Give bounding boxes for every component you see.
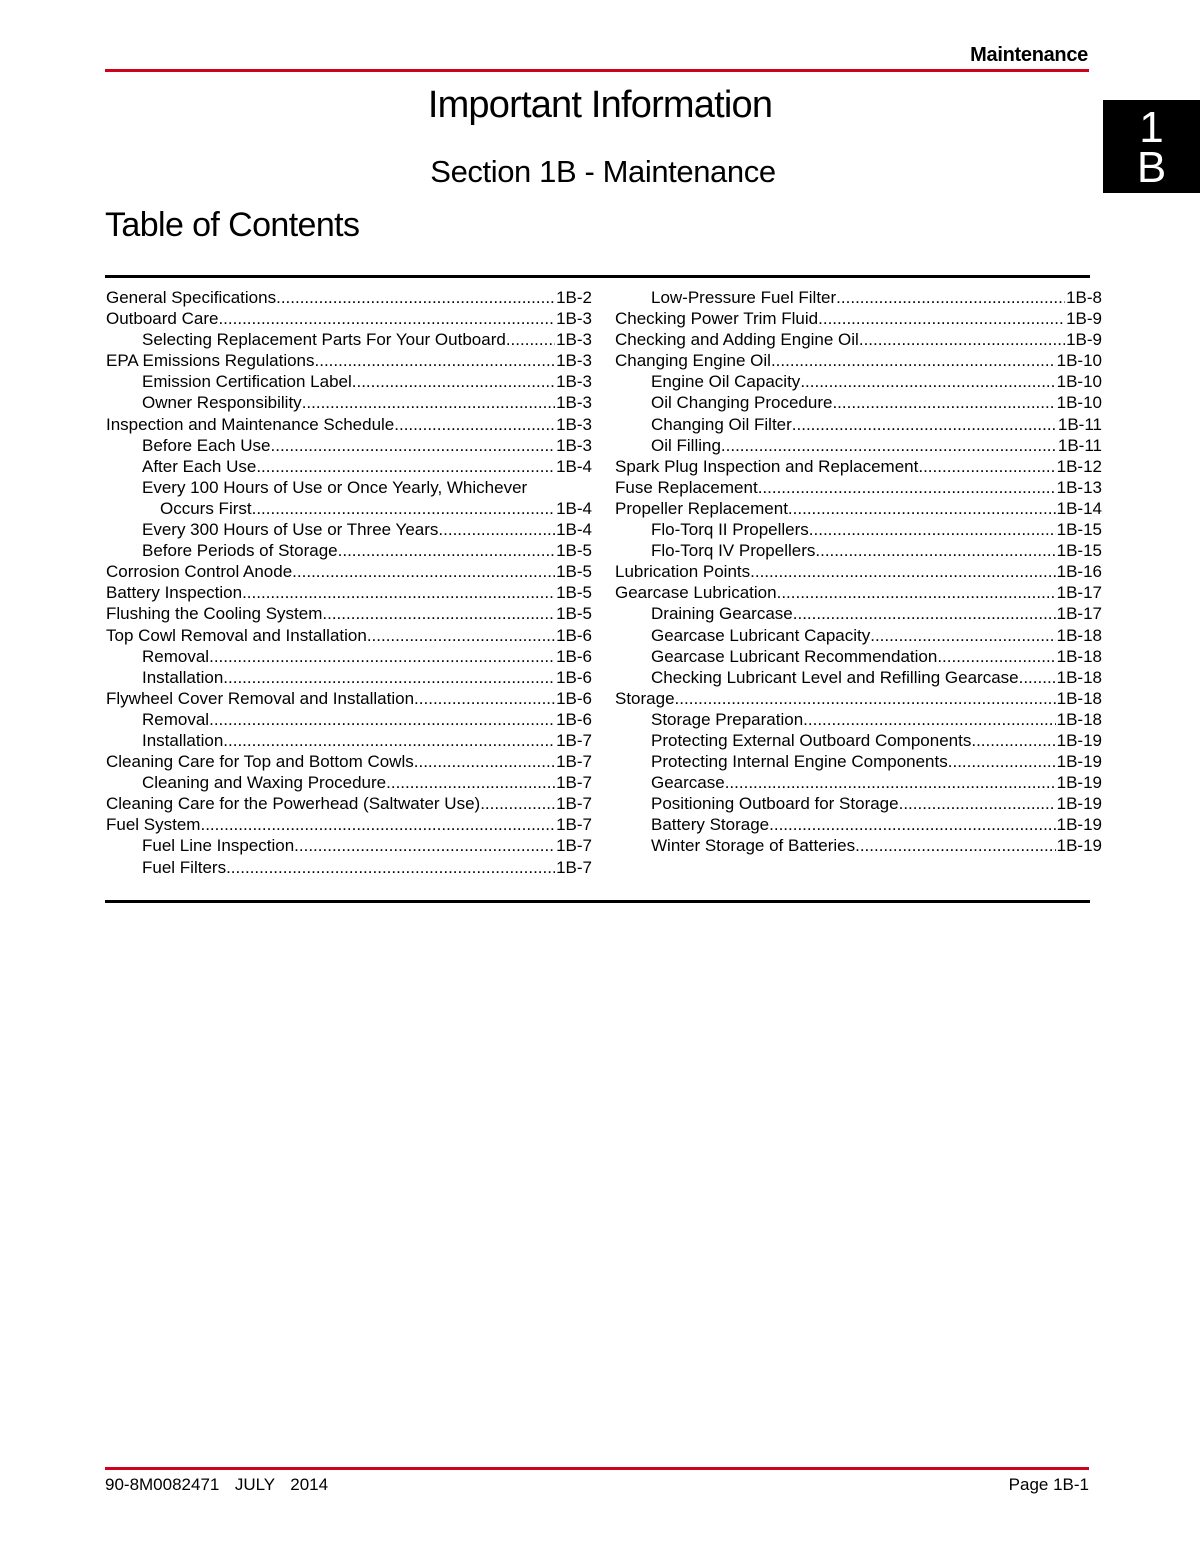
toc-entry-title: After Each Use — [142, 456, 257, 476]
toc-entry-page: 1B-6 — [556, 646, 592, 666]
toc-entry-title: Every 300 Hours of Use or Three Years — [142, 520, 439, 540]
toc-entry-page: 1B-3 — [556, 414, 592, 434]
toc-entry[interactable] — [615, 582, 1102, 603]
toc-dot-leader — [721, 435, 1057, 456]
toc-entry-page: 1B-3 — [556, 393, 592, 413]
toc-entry-line — [142, 772, 592, 793]
header-rule — [105, 69, 1089, 72]
toc-entry[interactable] — [106, 582, 592, 603]
toc-entry[interactable] — [106, 835, 592, 856]
toc-entry[interactable] — [615, 772, 1102, 793]
toc-entry[interactable] — [106, 392, 592, 413]
footer-page-number: Page 1B-1 — [1008, 1475, 1089, 1494]
toc-entry-title: Low-Pressure Fuel Filter — [651, 288, 837, 307]
toc-entry-line — [651, 603, 1102, 624]
toc-entry[interactable] — [106, 414, 592, 435]
toc-entry-line — [651, 709, 1102, 730]
toc-dot-leader — [386, 772, 555, 793]
toc-entry-line — [142, 857, 592, 878]
toc-entry-line — [106, 814, 592, 835]
toc-entry-page: 1B-8 — [1066, 288, 1102, 307]
toc-entry-line — [651, 519, 1102, 540]
toc-entry-title: Storage — [615, 688, 675, 708]
toc-entry-page: 1B-17 — [1056, 583, 1102, 603]
toc-entry-page: 1B-7 — [556, 836, 592, 856]
toc-entry[interactable] — [615, 603, 1102, 624]
toc-entry-page: 1B-14 — [1056, 498, 1102, 518]
toc-entry[interactable] — [615, 561, 1102, 582]
toc-entry-line — [615, 308, 1102, 329]
toc-entry-line — [651, 793, 1102, 814]
toc-entry-page: 1B-19 — [1056, 815, 1102, 835]
toc-dot-leader — [750, 561, 1055, 582]
toc-entry[interactable] — [615, 308, 1102, 329]
toc-entry-title: Gearcase Lubricant Recommendation — [651, 646, 938, 666]
toc-dot-leader — [1019, 667, 1056, 688]
chapter-tab-number: 1 — [1139, 103, 1164, 152]
toc-dot-leader — [271, 435, 556, 456]
toc-entry-title: Removal — [142, 709, 210, 729]
toc-dot-leader — [506, 329, 555, 350]
toc-top-rule — [105, 275, 1090, 278]
toc-entry-title: Changing Oil Filter — [651, 414, 792, 434]
toc-dot-leader — [818, 308, 1065, 329]
toc-dot-leader — [223, 730, 555, 751]
toc-dot-leader — [918, 456, 1055, 477]
toc-entry-line — [142, 646, 592, 667]
toc-entry-page: 1B-7 — [556, 857, 592, 877]
toc-entry-page: 1B-5 — [556, 583, 592, 603]
toc-entry-title: Oil Changing Procedure — [651, 393, 833, 413]
toc-entry-page: 1B-19 — [1056, 836, 1102, 856]
toc-entry[interactable] — [615, 414, 1102, 435]
toc-entry-page: 1B-18 — [1056, 667, 1102, 687]
toc-dot-leader — [256, 456, 555, 477]
toc-entry-page: 1B-7 — [556, 730, 592, 750]
toc-dot-leader — [971, 730, 1055, 751]
toc-entry-page: 1B-4 — [556, 456, 592, 476]
toc-entry-line — [142, 709, 592, 730]
toc-entry-page: 1B-11 — [1057, 414, 1102, 434]
toc-entry-title: Removal — [142, 646, 210, 666]
toc-entry[interactable] — [106, 287, 592, 308]
toc-dot-leader — [777, 582, 1056, 603]
toc-entry-title: Every 100 Hours of Use or Once Yearly, Whichever — [142, 477, 528, 497]
toc-entry-page: 1B-16 — [1056, 562, 1102, 582]
toc-entry-title: Winter Storage of Batteries — [651, 836, 856, 856]
toc-entry-page: 1B-18 — [1056, 646, 1102, 666]
toc-entry-page: 1B-9 — [1066, 309, 1102, 329]
toc-entry-page: 1B-3 — [556, 351, 592, 371]
toc-entry-line — [651, 814, 1102, 835]
toc-dot-leader — [832, 392, 1055, 413]
toc-heading: Table of Contents — [105, 206, 360, 244]
toc-entry-page: 1B-11 — [1057, 435, 1102, 455]
toc-entry-line — [651, 435, 1102, 456]
toc-entry-title: Storage Preparation — [651, 709, 804, 729]
toc-entry[interactable] — [615, 392, 1102, 413]
toc-entry[interactable] — [106, 730, 592, 751]
toc-entry-title: Gearcase Lubrication — [615, 583, 777, 603]
toc-entry-page: 1B-7 — [556, 815, 592, 835]
toc-entry-line — [142, 519, 592, 540]
toc-entry[interactable] — [615, 456, 1102, 477]
toc-entry-line — [651, 667, 1102, 688]
toc-dot-leader — [859, 329, 1065, 350]
toc-entry-line — [615, 329, 1102, 350]
toc-dot-leader — [758, 477, 1056, 498]
toc-entry-page: 1B-19 — [1056, 730, 1102, 750]
toc-entry[interactable] — [615, 477, 1102, 498]
toc-entry-line — [142, 371, 592, 392]
toc-entry-title: Installation — [142, 667, 224, 687]
toc-dot-leader — [209, 709, 555, 730]
toc-entry-page: 1B-4 — [556, 498, 592, 518]
toc-entry[interactable] — [615, 287, 1102, 308]
toc-entry-line — [160, 498, 592, 519]
toc-entry-page: 1B-3 — [556, 435, 592, 455]
toc-entry[interactable] — [615, 730, 1102, 751]
toc-entry-title: Before Each Use — [142, 435, 271, 455]
toc-entry-line — [651, 646, 1102, 667]
toc-entry-title: Engine Oil Capacity — [651, 372, 801, 392]
toc-entry-title: Occurs First — [160, 498, 252, 518]
toc-entry-line — [615, 561, 1102, 582]
toc-entry[interactable] — [106, 772, 592, 793]
toc-entry[interactable] — [106, 625, 592, 646]
toc-entry-title: Checking Lubricant Level and Refilling Gearcase — [651, 667, 1019, 687]
toc-entry-page: 1B-6 — [556, 625, 592, 645]
toc-dot-leader — [836, 287, 1065, 308]
toc-entry-title: Corrosion Control Anode — [106, 562, 293, 582]
toc-entry[interactable] — [106, 793, 592, 814]
toc-entry-line — [142, 730, 592, 751]
toc-entry-title: Protecting Internal Engine Components — [651, 752, 948, 772]
toc-entry-page: 1B-17 — [1056, 604, 1102, 624]
toc-entry-title: Checking and Adding Engine Oil — [615, 330, 859, 350]
toc-entry-title: Flo‑Torq IV Propellers — [651, 541, 816, 561]
toc-entry[interactable] — [106, 498, 592, 519]
toc-entry-line — [651, 414, 1102, 435]
toc-entry-page: 1B-19 — [1056, 773, 1102, 793]
toc-dot-leader — [242, 582, 555, 603]
toc-dot-leader — [218, 308, 555, 329]
toc-entry-page: 1B-3 — [556, 330, 592, 350]
toc-entry-page: 1B-6 — [556, 688, 592, 708]
toc-entry-title: Cleaning and Waxing Procedure — [142, 773, 387, 793]
toc-entry[interactable] — [106, 519, 592, 540]
toc-dot-leader — [226, 857, 555, 878]
toc-dot-leader — [294, 835, 555, 856]
toc-entry-title: Installation — [142, 730, 224, 750]
toc-entry-line — [651, 392, 1102, 413]
toc-dot-leader — [315, 350, 556, 371]
toc-entry[interactable] — [615, 793, 1102, 814]
toc-entry-page: 1B-13 — [1056, 477, 1102, 497]
toc-entry-title: Fuel Line Inspection — [142, 836, 295, 856]
toc-entry-line — [106, 350, 592, 371]
toc-entry-line — [106, 793, 592, 814]
toc-dot-leader — [809, 519, 1056, 540]
toc-entry-line — [142, 456, 592, 477]
toc-entry-title: Lubrication Points — [615, 562, 751, 582]
toc-dot-leader — [800, 371, 1055, 392]
toc-dot-leader — [725, 772, 1056, 793]
toc-entry-title: Checking Power Trim Fluid — [615, 309, 819, 329]
toc-entry-page: 1B-18 — [1056, 709, 1102, 729]
footer-doc-number: 90-8M0082471 JULY 2014 — [105, 1475, 329, 1494]
toc-dot-leader — [788, 498, 1056, 519]
toc-entry-title: Fuel Filters — [142, 857, 227, 877]
toc-entry-title: Inspection and Maintenance Schedule — [106, 414, 395, 434]
toc-dot-leader — [803, 709, 1055, 730]
page-title: Important Information — [427, 84, 773, 126]
toc-entry-title: Propeller Replacement — [615, 498, 788, 518]
toc-entry-line — [651, 730, 1102, 751]
toc-entry-title: Oil Filling — [651, 435, 721, 455]
toc-dot-leader — [209, 646, 555, 667]
toc-dot-leader — [675, 688, 1056, 709]
toc-dot-leader — [793, 603, 1056, 624]
toc-entry-line — [615, 477, 1102, 498]
toc-entry[interactable] — [615, 835, 1102, 856]
toc-entry-title: Before Periods of Storage — [142, 541, 338, 561]
toc-entry-page: 1B-15 — [1056, 541, 1102, 561]
toc-bottom-rule — [105, 900, 1090, 903]
toc-entry[interactable] — [615, 435, 1102, 456]
toc-dot-leader — [200, 814, 555, 835]
toc-entry-line — [615, 350, 1102, 371]
toc-entry-line — [142, 835, 592, 856]
toc-entry[interactable] — [615, 814, 1102, 835]
toc-entry-page: 1B-10 — [1056, 351, 1102, 371]
toc-entry[interactable] — [106, 456, 592, 477]
toc-entry-line — [142, 667, 592, 688]
toc-entry-page: 1B-4 — [556, 520, 592, 540]
toc-dot-leader — [367, 625, 555, 646]
toc-entry[interactable] — [615, 540, 1102, 561]
toc-entry-line — [142, 477, 592, 498]
toc-entry-title: Cleaning Care for the Powerhead (Saltwater Use) — [106, 794, 481, 814]
toc-dot-leader — [252, 498, 555, 519]
toc-entry-line — [615, 688, 1102, 709]
section-title: Section 1B - Maintenance — [430, 154, 776, 189]
toc-dot-leader — [948, 751, 1056, 772]
toc-entry-line — [615, 582, 1102, 603]
footer-rule — [105, 1467, 1089, 1470]
toc-entry-title: EPA Emissions Regulations — [106, 351, 315, 371]
toc-entry-title: Gearcase Lubricant Capacity — [651, 625, 871, 645]
toc-entry-line — [106, 751, 592, 772]
toc-entry-line — [106, 603, 592, 624]
toc-entry-line — [651, 625, 1102, 646]
toc-entry-line — [615, 456, 1102, 477]
toc-dot-leader — [792, 414, 1057, 435]
toc-entry-title: Emission Certification Label — [142, 372, 352, 392]
toc-dot-leader — [414, 751, 555, 772]
toc-entry-line — [651, 835, 1102, 856]
toc-dot-leader — [352, 371, 555, 392]
toc-entry-page: 1B-2 — [556, 288, 592, 307]
toc-entry-line — [106, 625, 592, 646]
toc-entry-title: Flo‑Torq II Propellers — [651, 520, 809, 540]
toc-dot-leader — [870, 625, 1055, 646]
toc-entry[interactable] — [106, 477, 592, 498]
toc-entry[interactable] — [615, 751, 1102, 772]
toc-entry[interactable] — [106, 688, 592, 709]
toc-entry-title: Fuse Replacement — [615, 477, 758, 497]
toc-entry-line — [142, 392, 592, 413]
toc-entry[interactable] — [615, 625, 1102, 646]
toc-entry-page: 1B-7 — [556, 752, 592, 772]
toc-entry[interactable] — [615, 350, 1102, 371]
toc-column-right — [615, 287, 1102, 857]
toc-entry[interactable] — [106, 308, 592, 329]
toc-entry[interactable] — [615, 371, 1102, 392]
toc-entry-line — [142, 329, 592, 350]
toc-entry[interactable] — [615, 519, 1102, 540]
toc-entry-title: Battery Storage — [651, 815, 770, 835]
toc-entry[interactable] — [106, 371, 592, 392]
toc-entry-title: Flywheel Cover Removal and Installation — [106, 688, 415, 708]
toc-entry-line — [615, 498, 1102, 519]
toc-entry-title: Top Cowl Removal and Installation — [106, 625, 367, 645]
toc-dot-leader — [414, 688, 555, 709]
toc-dot-leader — [322, 603, 555, 624]
toc-entry-page: 1B-7 — [556, 794, 592, 814]
toc-entry-line — [651, 772, 1102, 793]
toc-entry[interactable] — [106, 435, 592, 456]
toc-dot-leader — [937, 646, 1055, 667]
chapter-tab-letter: B — [1136, 143, 1167, 192]
toc-dot-leader — [394, 414, 555, 435]
header-section-label: Maintenance — [970, 44, 1088, 66]
toc-entry-page: 1B-19 — [1056, 794, 1102, 814]
toc-entry-title: Draining Gearcase — [651, 604, 793, 624]
toc-dot-leader — [480, 793, 555, 814]
toc-entry[interactable] — [615, 498, 1102, 519]
toc-entry[interactable] — [106, 751, 592, 772]
toc-entry-title: Positioning Outboard for Storage — [651, 794, 899, 814]
toc-dot-leader — [771, 350, 1056, 371]
toc-entry-line — [651, 540, 1102, 561]
toc-entry-title: General Specifications — [106, 288, 277, 307]
toc-entry[interactable] — [106, 350, 592, 371]
toc-entry[interactable] — [106, 709, 592, 730]
toc-entry-line — [106, 414, 592, 435]
toc-entry-page: 1B-5 — [556, 541, 592, 561]
toc-entry-title: Changing Engine Oil — [615, 351, 771, 371]
toc-dot-leader — [223, 667, 555, 688]
toc-entry-page: 1B-12 — [1056, 456, 1102, 476]
toc-dot-leader — [276, 287, 555, 308]
toc-entry[interactable] — [106, 561, 592, 582]
toc-entry-page: 1B-5 — [556, 604, 592, 624]
toc-entry-line — [651, 287, 1102, 308]
toc-entry-page: 1B-19 — [1056, 752, 1102, 772]
toc-entry-line — [106, 582, 592, 603]
toc-entry-page: 1B-7 — [556, 773, 592, 793]
toc-entry-title: Cleaning Care for Top and Bottom Cowls — [106, 752, 414, 772]
toc-entry-page: 1B-6 — [556, 667, 592, 687]
toc-entry-title: Protecting External Outboard Components — [651, 730, 972, 750]
toc-dot-leader — [292, 561, 555, 582]
toc-entry-title: Owner Responsibility — [142, 393, 302, 413]
toc-entry-line — [142, 435, 592, 456]
toc-entry-page: 1B-3 — [556, 372, 592, 392]
toc-entry[interactable] — [106, 540, 592, 561]
toc-entry-page: 1B-10 — [1056, 393, 1102, 413]
toc-entry[interactable] — [615, 688, 1102, 709]
toc-entry-line — [106, 308, 592, 329]
toc-dot-leader — [769, 814, 1056, 835]
toc-entry-page: 1B-3 — [556, 309, 592, 329]
toc-entry-page: 1B-15 — [1056, 520, 1102, 540]
toc-entry-line — [106, 561, 592, 582]
toc-entry-line — [106, 688, 592, 709]
toc-entry-page: 1B-10 — [1056, 372, 1102, 392]
toc-dot-leader — [438, 519, 555, 540]
toc-entry-line — [651, 751, 1102, 772]
toc-entry-page: 1B-5 — [556, 562, 592, 582]
toc-entry-title: Gearcase — [651, 773, 725, 793]
toc-entry-title: Outboard Care — [106, 309, 219, 329]
toc-dot-leader — [338, 540, 555, 561]
toc-entry-page: 1B-18 — [1056, 625, 1102, 645]
toc-dot-leader — [899, 793, 1056, 814]
toc-entry[interactable] — [615, 329, 1102, 350]
toc-entry[interactable] — [615, 709, 1102, 730]
toc-column-left — [106, 287, 592, 878]
toc-entry-title: Selecting Replacement Parts For Your Outboard — [142, 330, 506, 350]
toc-entry[interactable] — [106, 329, 592, 350]
toc-entry[interactable] — [615, 646, 1102, 667]
toc-dot-leader — [855, 835, 1056, 856]
toc-dot-leader — [302, 392, 555, 413]
toc-entry[interactable] — [106, 603, 592, 624]
toc-entry[interactable] — [106, 814, 592, 835]
toc-entry-line — [651, 371, 1102, 392]
toc-entry-title: Flushing the Cooling System — [106, 604, 323, 624]
toc-entry-page: 1B-18 — [1056, 688, 1102, 708]
toc-entry-page: 1B-9 — [1066, 330, 1102, 350]
toc-entry-line — [106, 287, 592, 308]
toc-entry-line — [142, 540, 592, 561]
toc-entry-page: 1B-6 — [556, 709, 592, 729]
toc-entry[interactable] — [106, 667, 592, 688]
toc-entry[interactable] — [615, 667, 1102, 688]
toc-entry-title: Battery Inspection — [106, 583, 243, 603]
toc-entry-title: Spark Plug Inspection and Replacement — [615, 456, 919, 476]
toc-entry[interactable] — [106, 646, 592, 667]
toc-dot-leader — [815, 540, 1055, 561]
toc-entry-title: Fuel System — [106, 815, 201, 835]
toc-entry[interactable] — [106, 857, 592, 878]
